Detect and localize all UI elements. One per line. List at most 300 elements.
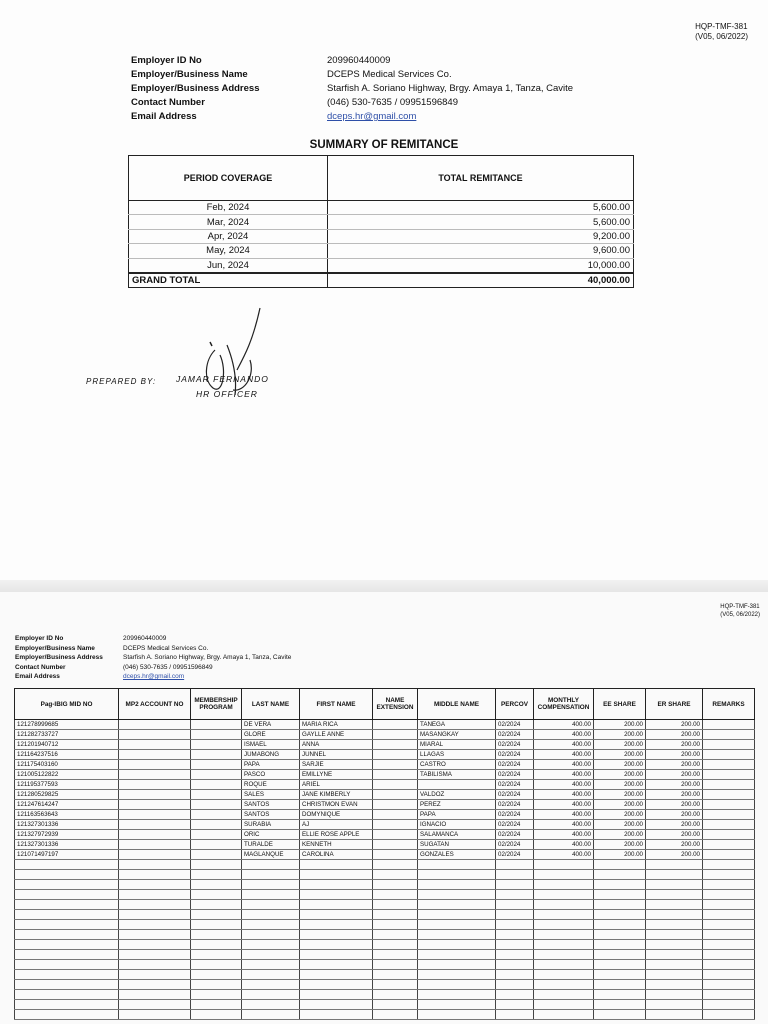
empty-cell [191, 940, 242, 950]
table-cell [703, 730, 755, 740]
employer-id-label-2: Employer ID No [15, 635, 64, 642]
table-cell: 02/2024 [496, 840, 534, 850]
empty-cell [300, 870, 373, 880]
table-cell [373, 760, 418, 770]
empty-cell [242, 960, 300, 970]
empty-cell [703, 910, 755, 920]
empty-cell [300, 990, 373, 1000]
empty-cell [242, 970, 300, 980]
empty-cell [242, 920, 300, 930]
table-cell: DOMYNIQUE [300, 810, 373, 820]
empty-cell [534, 940, 594, 950]
empty-cell [594, 880, 646, 890]
table-cell [119, 830, 191, 840]
table-cell: TURALDE [242, 840, 300, 850]
table-cell: 200.00 [646, 740, 703, 750]
amount-cell: 9,200.00 [328, 229, 634, 243]
empty-cell [703, 870, 755, 880]
empty-cell [703, 980, 755, 990]
table-cell: IGNACIO [418, 820, 496, 830]
table-cell: 02/2024 [496, 810, 534, 820]
table-cell: 121163563643 [15, 810, 119, 820]
empty-cell [242, 900, 300, 910]
table-row [15, 790, 755, 800]
table-cell: 02/2024 [496, 750, 534, 760]
empty-cell [300, 920, 373, 930]
table-cell [703, 770, 755, 780]
empty-cell [703, 1000, 755, 1010]
empty-cell [373, 950, 418, 960]
empty-cell [496, 960, 534, 970]
table-cell: 121327301336 [15, 820, 119, 830]
empty-cell [119, 860, 191, 870]
table-cell: 400.00 [534, 730, 594, 740]
table-cell: ELLIE ROSE APPLE [300, 830, 373, 840]
table-cell: KENNETH [300, 840, 373, 850]
grand-total-label: GRAND TOTAL [129, 273, 328, 288]
table-cell: SARJIE [300, 760, 373, 770]
table-cell: 400.00 [534, 800, 594, 810]
empty-cell [119, 1010, 191, 1020]
empty-cell [534, 990, 594, 1000]
table-row [15, 800, 755, 810]
table-cell [373, 850, 418, 860]
table-cell: 200.00 [594, 790, 646, 800]
table-cell: ISMAEL [242, 740, 300, 750]
empty-cell [594, 940, 646, 950]
empty-cell [15, 940, 119, 950]
empty-cell [594, 1000, 646, 1010]
empty-cell [373, 1000, 418, 1010]
empty-row [15, 950, 755, 960]
table-cell: DE VERA [242, 720, 300, 730]
contact-number-value-2: (046) 530-7635 / 09951596849 [123, 663, 213, 671]
column-header: FIRST NAME [300, 689, 373, 720]
table-cell: 121005122822 [15, 770, 119, 780]
contact-number-label-2: Contact Number [15, 663, 66, 671]
empty-cell [300, 910, 373, 920]
table-cell [119, 810, 191, 820]
table-cell: CASTRO [418, 760, 496, 770]
table-cell [191, 790, 242, 800]
table-cell: GLORE [242, 730, 300, 740]
empty-cell [418, 890, 496, 900]
table-cell: 02/2024 [496, 760, 534, 770]
table-cell: 400.00 [534, 790, 594, 800]
table-cell: 400.00 [534, 850, 594, 860]
empty-cell [594, 890, 646, 900]
empty-cell [703, 970, 755, 980]
table-cell [373, 810, 418, 820]
empty-row [15, 980, 755, 990]
employer-info [131, 54, 573, 124]
table-cell [191, 830, 242, 840]
table-cell: 200.00 [646, 840, 703, 850]
employer-id-value-2: 209960440009 [123, 635, 167, 642]
table-cell [119, 790, 191, 800]
empty-cell [418, 920, 496, 930]
empty-cell [119, 900, 191, 910]
empty-cell [15, 980, 119, 990]
table-cell: LLAGAS [418, 750, 496, 760]
empty-cell [300, 860, 373, 870]
form-code-2 [720, 603, 760, 619]
table-cell [703, 790, 755, 800]
table-cell: 200.00 [594, 720, 646, 730]
empty-cell [646, 1000, 703, 1010]
amount-cell: 5,600.00 [328, 215, 634, 229]
empty-row [15, 940, 755, 950]
empty-cell [646, 880, 703, 890]
empty-cell [300, 980, 373, 990]
table-cell: 200.00 [646, 730, 703, 740]
empty-cell [496, 870, 534, 880]
empty-row [15, 860, 755, 870]
empty-cell [646, 950, 703, 960]
empty-cell [496, 890, 534, 900]
table-cell [191, 720, 242, 730]
table-cell: 400.00 [534, 740, 594, 750]
column-header: EE SHARE [594, 689, 646, 720]
empty-cell [373, 940, 418, 950]
table-cell: AJ [300, 820, 373, 830]
table-cell: EMILLYNE [300, 770, 373, 780]
table-cell [418, 780, 496, 790]
table-row [15, 850, 755, 860]
empty-cell [242, 1010, 300, 1020]
table-cell: 200.00 [594, 730, 646, 740]
empty-cell [242, 980, 300, 990]
table-row [15, 780, 755, 790]
employer-name-value: DCEPS Medical Services Co. [327, 69, 452, 80]
empty-row [15, 920, 755, 930]
empty-cell [703, 860, 755, 870]
table-cell: 02/2024 [496, 780, 534, 790]
empty-cell [242, 950, 300, 960]
empty-cell [119, 880, 191, 890]
empty-cell [373, 990, 418, 1000]
table-cell: PEREZ [418, 800, 496, 810]
table-cell: CAROLINA [300, 850, 373, 860]
empty-cell [703, 890, 755, 900]
column-header: PERCOV [496, 689, 534, 720]
empty-cell [534, 870, 594, 880]
table-cell: MAGLANQUE [242, 850, 300, 860]
amount-cell: 10,000.00 [328, 258, 634, 273]
empty-cell [646, 1010, 703, 1020]
table-cell: 400.00 [534, 770, 594, 780]
table-cell: 200.00 [594, 760, 646, 770]
empty-cell [534, 960, 594, 970]
table-cell: 400.00 [534, 820, 594, 830]
empty-cell [646, 990, 703, 1000]
empty-cell [594, 930, 646, 940]
empty-cell [191, 890, 242, 900]
employer-info-2 [15, 634, 291, 682]
empty-cell [496, 900, 534, 910]
table-row [15, 730, 755, 740]
empty-cell [703, 920, 755, 930]
column-header: MONTHLY COMPENSATION [534, 689, 594, 720]
table-cell: GONZALES [418, 850, 496, 860]
table-cell: 121164237516 [15, 750, 119, 760]
table-cell: 02/2024 [496, 720, 534, 730]
empty-cell [534, 920, 594, 930]
table-cell: 121201940712 [15, 740, 119, 750]
table-cell [373, 800, 418, 810]
table-cell: 121247614247 [15, 800, 119, 810]
table-cell: 121278999685 [15, 720, 119, 730]
table-cell [703, 780, 755, 790]
table-cell: 400.00 [534, 810, 594, 820]
page-fold [0, 580, 768, 592]
empty-row [15, 870, 755, 880]
empty-cell [119, 910, 191, 920]
empty-cell [373, 960, 418, 970]
empty-cell [594, 1010, 646, 1020]
empty-cell [534, 880, 594, 890]
empty-cell [703, 940, 755, 950]
table-cell: SANTOS [242, 810, 300, 820]
empty-cell [119, 980, 191, 990]
empty-cell [373, 920, 418, 930]
empty-cell [300, 1000, 373, 1010]
table-cell: 200.00 [646, 800, 703, 810]
table-cell [373, 740, 418, 750]
empty-cell [418, 1010, 496, 1020]
empty-cell [534, 900, 594, 910]
empty-cell [119, 920, 191, 930]
empty-cell [15, 1010, 119, 1020]
empty-cell [646, 980, 703, 990]
empty-cell [300, 880, 373, 890]
table-cell [703, 820, 755, 830]
email-link[interactable]: dceps.hr@gmail.com [327, 111, 417, 122]
empty-cell [703, 950, 755, 960]
table-cell [373, 840, 418, 850]
empty-cell [534, 980, 594, 990]
empty-cell [300, 930, 373, 940]
empty-cell [534, 950, 594, 960]
empty-cell [15, 890, 119, 900]
empty-cell [496, 940, 534, 950]
email-link-2[interactable]: dceps.hr@gmail.com [123, 673, 185, 681]
table-row [15, 810, 755, 820]
empty-row [15, 990, 755, 1000]
table-cell: 400.00 [534, 750, 594, 760]
table-cell: 121175403160 [15, 760, 119, 770]
empty-row [15, 1000, 755, 1010]
table-cell: 200.00 [646, 770, 703, 780]
empty-cell [418, 870, 496, 880]
table-row [15, 840, 755, 850]
empty-cell [496, 880, 534, 890]
period-cell: Apr, 2024 [129, 229, 328, 243]
employer-name-value-2: DCEPS Medical Services Co. [123, 644, 209, 652]
empty-cell [191, 990, 242, 1000]
employer-id-value: 209960440009 [327, 55, 391, 66]
table-cell: PAPA [418, 810, 496, 820]
table-cell: 200.00 [646, 780, 703, 790]
table-cell [703, 720, 755, 730]
employer-name-label: Employer/Business Name [131, 69, 248, 80]
grand-total-value: 40,000.00 [328, 273, 634, 288]
empty-cell [418, 940, 496, 950]
empty-cell [418, 1000, 496, 1010]
empty-cell [594, 980, 646, 990]
empty-cell [191, 900, 242, 910]
empty-cell [242, 930, 300, 940]
table-cell: ROQUE [242, 780, 300, 790]
empty-cell [15, 1000, 119, 1010]
table-cell [373, 770, 418, 780]
empty-cell [646, 920, 703, 930]
empty-cell [646, 870, 703, 880]
table-cell: SUGATAN [418, 840, 496, 850]
period-cell: Feb, 2024 [129, 201, 328, 215]
table-cell [119, 800, 191, 810]
table-cell: 02/2024 [496, 770, 534, 780]
table-cell: 400.00 [534, 720, 594, 730]
empty-cell [534, 860, 594, 870]
empty-cell [418, 990, 496, 1000]
empty-cell [418, 900, 496, 910]
table-cell: 200.00 [594, 740, 646, 750]
empty-cell [15, 900, 119, 910]
form-code-version-2: (V05, 06/2022) [720, 612, 760, 618]
empty-cell [373, 930, 418, 940]
table-cell: TANEGA [418, 720, 496, 730]
table-cell [191, 810, 242, 820]
table-cell: MIARAL [418, 740, 496, 750]
table-cell [119, 850, 191, 860]
empty-cell [242, 990, 300, 1000]
table-cell [191, 850, 242, 860]
table-cell: ORIC [242, 830, 300, 840]
empty-cell [646, 860, 703, 870]
table-cell: 400.00 [534, 780, 594, 790]
empty-cell [594, 950, 646, 960]
table-cell: 02/2024 [496, 820, 534, 830]
empty-cell [119, 950, 191, 960]
empty-cell [646, 890, 703, 900]
table-cell [119, 780, 191, 790]
table-cell [191, 770, 242, 780]
grand-total-row [129, 273, 634, 288]
empty-cell [496, 980, 534, 990]
table-cell [703, 800, 755, 810]
table-cell: 400.00 [534, 840, 594, 850]
empty-cell [418, 880, 496, 890]
empty-cell [534, 930, 594, 940]
table-cell: 02/2024 [496, 850, 534, 860]
empty-cell [496, 860, 534, 870]
empty-cell [496, 930, 534, 940]
table-cell [119, 760, 191, 770]
table-cell [703, 850, 755, 860]
form-code-version: (V05, 06/2022) [695, 32, 748, 41]
table-cell: 200.00 [646, 850, 703, 860]
table-cell [191, 820, 242, 830]
table-cell: 200.00 [594, 810, 646, 820]
empty-cell [242, 890, 300, 900]
summary-row [129, 258, 634, 273]
table-row [15, 750, 755, 760]
empty-cell [373, 880, 418, 890]
empty-cell [594, 900, 646, 910]
employer-address-value-2: Starfish A. Soriano Highway, Brgy. Amaya 1, Tanza, Cavite [123, 654, 292, 662]
table-cell [373, 780, 418, 790]
table-cell [191, 740, 242, 750]
table-cell: 200.00 [646, 790, 703, 800]
empty-cell [15, 910, 119, 920]
empty-cell [703, 900, 755, 910]
table-cell [703, 840, 755, 850]
empty-cell [119, 990, 191, 1000]
empty-cell [15, 920, 119, 930]
empty-cell [242, 910, 300, 920]
empty-row [15, 960, 755, 970]
summary-title: SUMMARY OF REMITANCE [309, 139, 459, 151]
table-cell: 121071497197 [15, 850, 119, 860]
table-cell [191, 750, 242, 760]
empty-cell [119, 870, 191, 880]
empty-cell [418, 980, 496, 990]
table-cell: 02/2024 [496, 790, 534, 800]
table-row [15, 740, 755, 750]
empty-cell [646, 930, 703, 940]
empty-cell [496, 1000, 534, 1010]
column-header: MP2 ACCOUNT NO [119, 689, 191, 720]
table-row [15, 830, 755, 840]
table-cell: JANE KIMBERLY [300, 790, 373, 800]
employer-name-label-2: Employer/Business Name [15, 644, 95, 652]
preparer-position: HR OFFICER [196, 389, 258, 399]
table-cell: 200.00 [646, 810, 703, 820]
table-cell [119, 720, 191, 730]
empty-row [15, 900, 755, 910]
empty-cell [15, 930, 119, 940]
form-code-number: HQP-TMF-381 [695, 22, 748, 31]
empty-cell [300, 940, 373, 950]
table-cell [191, 800, 242, 810]
email-label-2: Email Address [15, 673, 60, 681]
employer-address-label-2: Employer/Business Address [15, 654, 103, 662]
empty-cell [373, 910, 418, 920]
empty-cell [646, 960, 703, 970]
empty-cell [15, 990, 119, 1000]
empty-cell [300, 950, 373, 960]
empty-cell [242, 1000, 300, 1010]
column-header: REMARKS [703, 689, 755, 720]
table-cell [119, 730, 191, 740]
table-cell [119, 840, 191, 850]
empty-cell [418, 910, 496, 920]
empty-cell [15, 860, 119, 870]
employer-address-label: Employer/Business Address [131, 83, 260, 94]
period-cell: May, 2024 [129, 244, 328, 258]
amount-cell: 5,600.00 [328, 201, 634, 215]
table-cell [119, 740, 191, 750]
table-row [15, 770, 755, 780]
empty-cell [15, 950, 119, 960]
empty-cell [496, 970, 534, 980]
table-cell: SURABIA [242, 820, 300, 830]
summary-table [128, 155, 634, 288]
table-cell: 200.00 [646, 830, 703, 840]
empty-cell [191, 910, 242, 920]
empty-cell [594, 970, 646, 980]
